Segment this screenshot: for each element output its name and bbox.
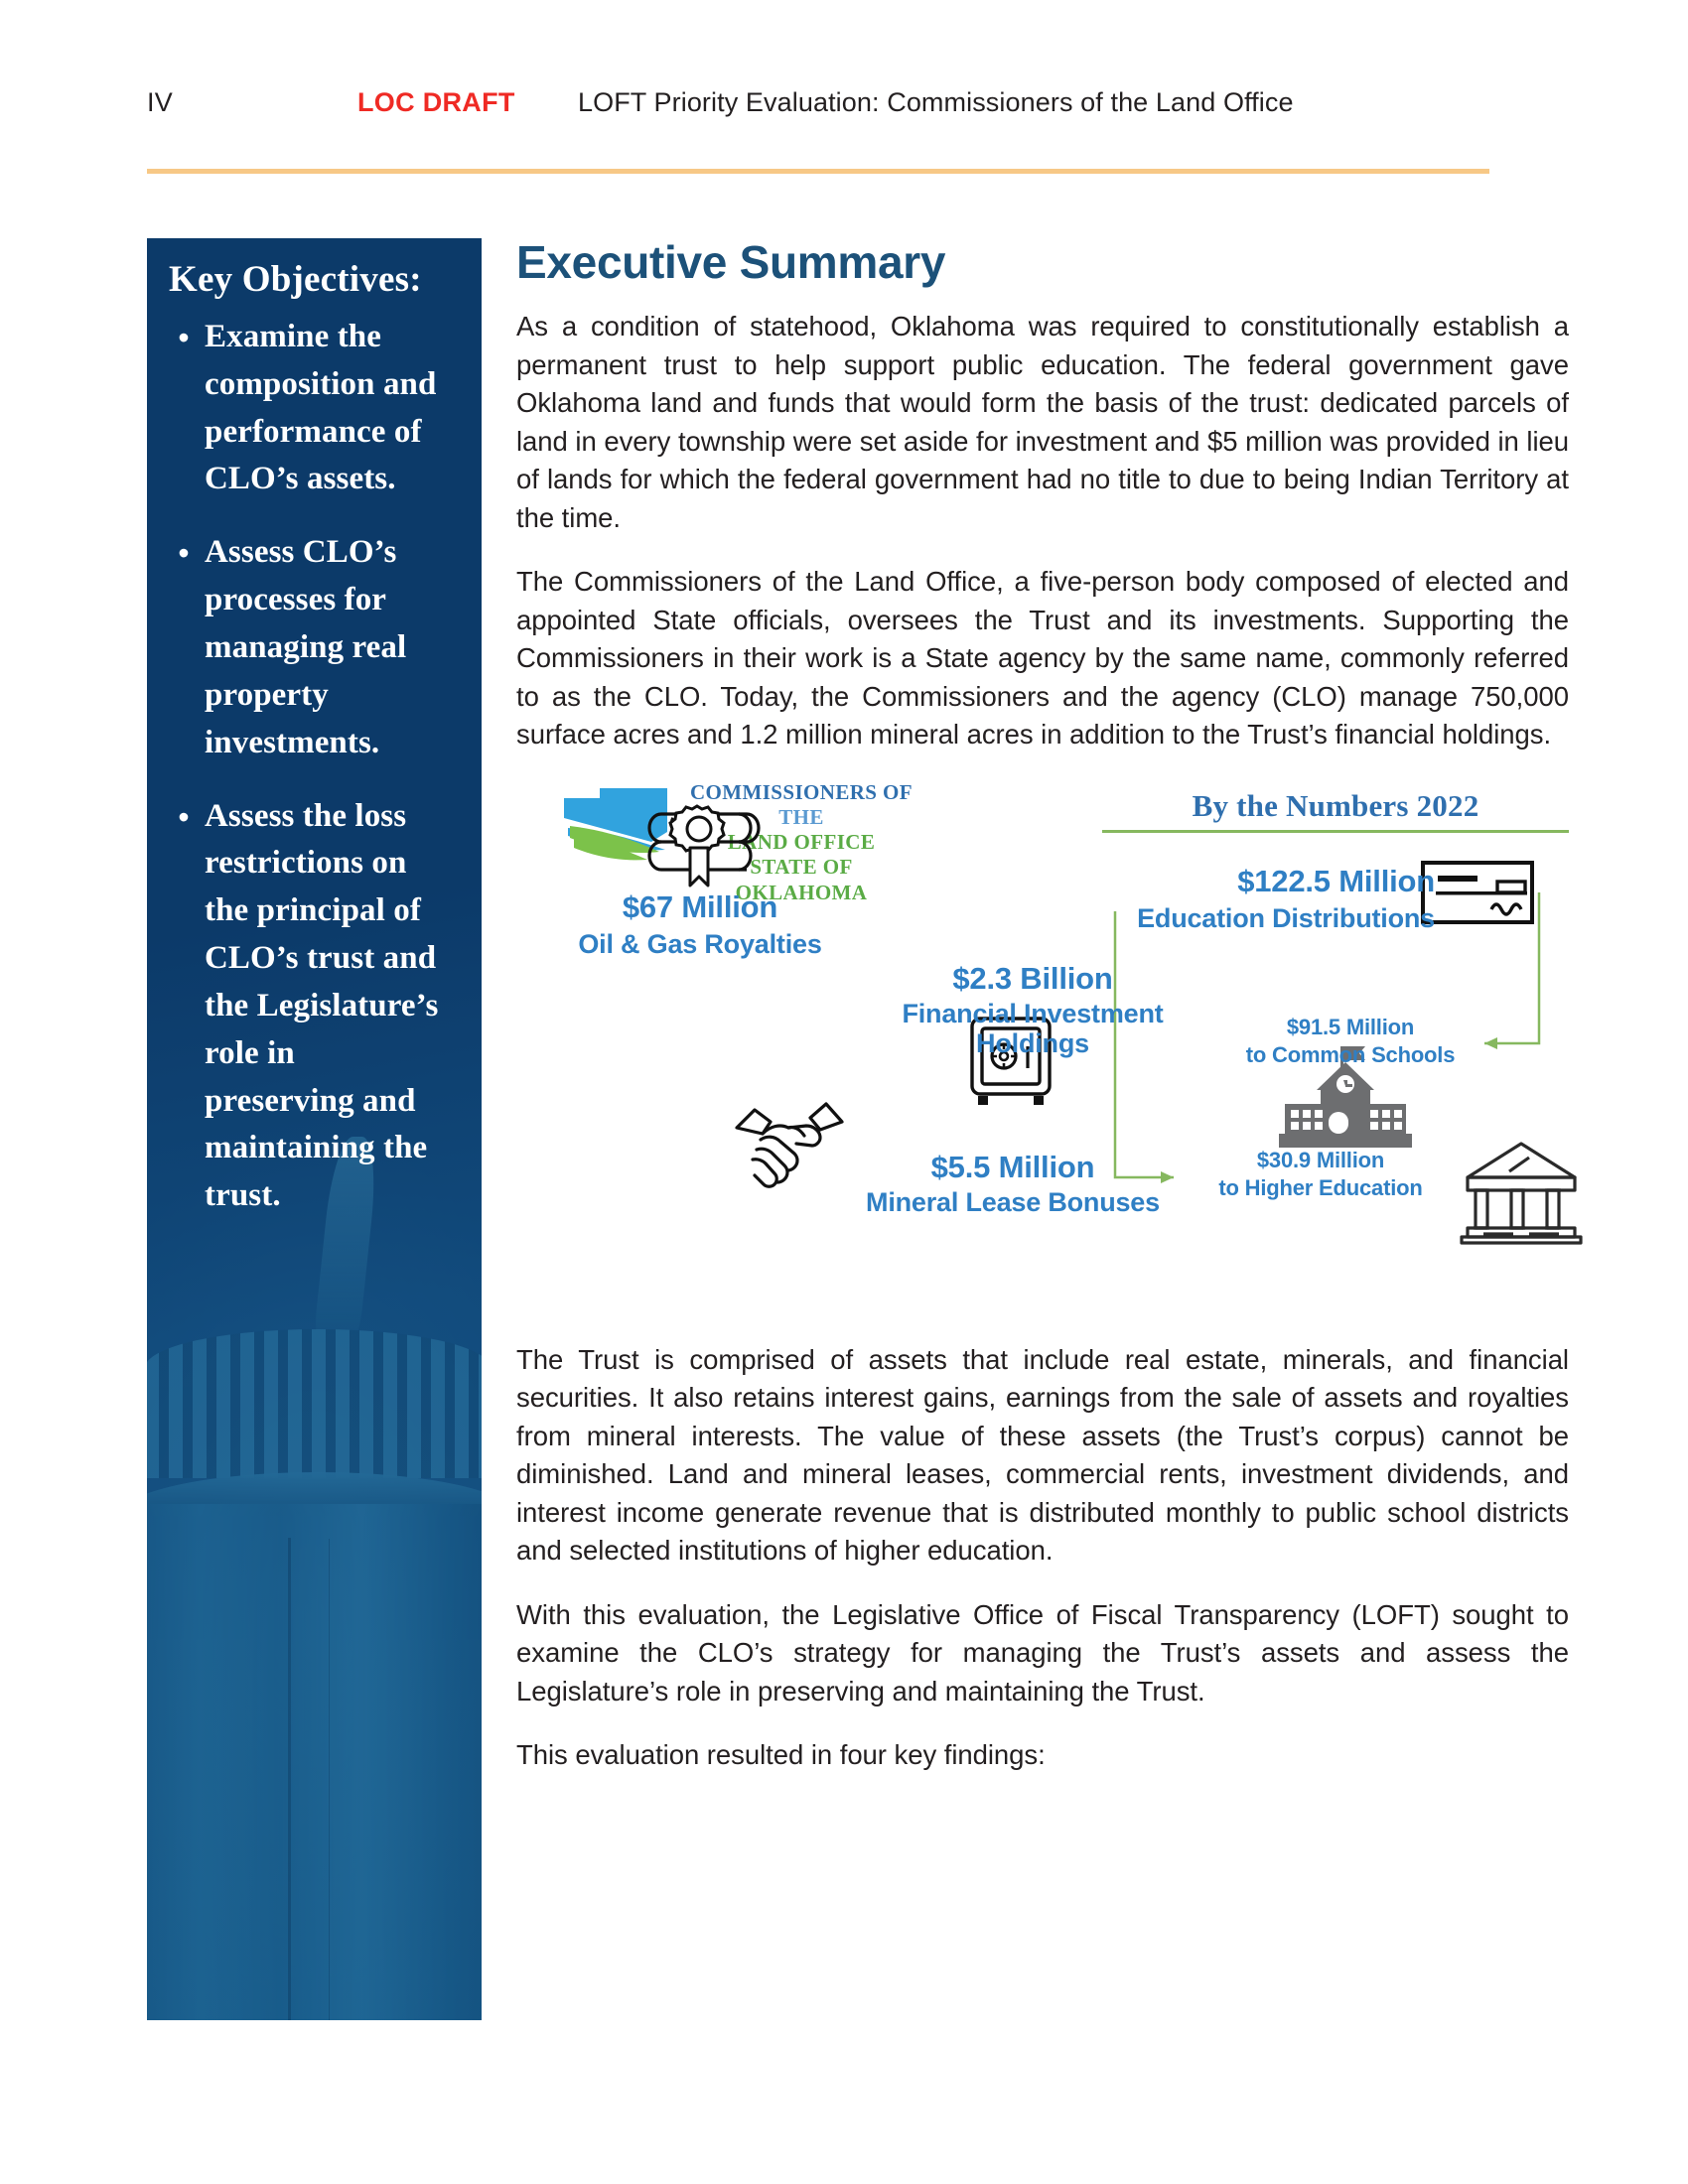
logo-line-2: THE bbox=[778, 804, 824, 829]
objective-text: Assess the loss restrictions on the principal of CLO’s trust and the Legislature’s role in preserving and maintaining the trust. bbox=[205, 797, 439, 1214]
logo-line-1: COMMISSIONERS OF bbox=[689, 779, 913, 804]
infographic-heading bbox=[1102, 788, 1569, 833]
by-the-numbers-infographic bbox=[516, 780, 1569, 1321]
stat-amount: $91.5 Million bbox=[1286, 1014, 1415, 1039]
infographic-heading-rule bbox=[1102, 830, 1569, 833]
list-item bbox=[163, 793, 464, 1221]
stat-amount: $67 Million bbox=[622, 888, 778, 924]
logo-line-3: LAND OFFICE bbox=[727, 830, 876, 855]
draft-stamp: LOC DRAFT bbox=[357, 87, 515, 117]
check-icon bbox=[1420, 860, 1535, 925]
bullet-icon: • bbox=[178, 535, 190, 572]
main-content bbox=[516, 238, 1569, 1775]
classical-building-icon bbox=[1460, 1138, 1583, 1249]
logo-line-4: STATE OF OKLAHOMA bbox=[735, 855, 868, 904]
stat-amount: $5.5 Million bbox=[930, 1149, 1095, 1184]
page-title: Executive Summary bbox=[516, 236, 946, 288]
stat-financial-holdings bbox=[869, 961, 1196, 1058]
paragraph: As a condition of statehood, Oklahoma was required to constitutionally establish a permanent trust to help support public education. The federal government gave Oklahoma land and funds that would form the basis of the trust: dedicated parcels of land in every township were set aside for investment and $5 million was provided in lieu of lands for which the federal government had no title to due to being Indian Territory at the time. bbox=[516, 311, 1569, 533]
objectives-list bbox=[163, 314, 464, 1220]
stat-amount: $30.9 Million bbox=[1256, 1147, 1385, 1172]
paragraph: The Commissioners of the Land Office, a five-person body composed of elected and appointed State officials, oversees the Trust and its investments. Supporting the Commissioners in their work is a State agency by the same name, commonly referred to as the CLO. Today, the Commissioners and the agency (CLO) manage 750,000 surface acres and 1.2 million mineral acres in addition to the Trust’s financial holdings. bbox=[516, 566, 1569, 751]
paragraph: The Trust is comprised of assets that include real estate, minerals, and financial securities. It also retains interest gains, earnings from the sale of assets and royalties from mineral interests. The value of these assets (the Trust’s corpus) cannot be diminished. Land and mineral leases, commercial rents, investment dividends, and interest income generate revenue that is distributed monthly to public school districts and selected institutions of higher education. bbox=[516, 1343, 1569, 1567]
bullet-icon: • bbox=[178, 798, 190, 835]
stat-label: Financial Investment Holdings bbox=[902, 998, 1164, 1059]
stat-mineral-lease-bonuses bbox=[844, 1150, 1182, 1218]
stat-amount: $122.5 Million bbox=[1237, 863, 1435, 898]
handshake-icon bbox=[731, 1096, 848, 1191]
key-objectives-sidebar bbox=[147, 238, 482, 2020]
list-item bbox=[163, 529, 464, 766]
stat-label: Mineral Lease Bonuses bbox=[866, 1186, 1160, 1217]
stat-amount: $2.3 Billion bbox=[952, 960, 1113, 996]
infographic-heading-text: By the Numbers 2022 bbox=[1192, 787, 1479, 823]
page-folio: IV bbox=[147, 87, 173, 117]
page-header bbox=[147, 87, 1489, 137]
paragraph: With this evaluation, the Legislative Office of Fiscal Transparency (LOFT) sought to examine the CLO’s strategy for managing the Trust’s assets and assess the Legislature’s role in preserving and maintaining the Trust. bbox=[516, 1598, 1569, 1706]
stat-education-distributions bbox=[1107, 864, 1435, 934]
scroll-certificate-icon bbox=[643, 798, 771, 889]
header-rule bbox=[147, 169, 1489, 174]
sidebar-title: Key Objectives: bbox=[169, 259, 422, 300]
stat-label: to Higher Education bbox=[1218, 1174, 1423, 1200]
stat-label: to Common Schools bbox=[1245, 1041, 1456, 1067]
stat-common-schools bbox=[1201, 1015, 1499, 1068]
stat-label: Education Distributions bbox=[1137, 902, 1435, 933]
running-title: LOFT Priority Evaluation: Commissioners of the Land Office bbox=[578, 87, 1294, 117]
stat-higher-education bbox=[1172, 1148, 1470, 1201]
objective-text: Assess CLO’s processes for managing real property investments. bbox=[205, 534, 407, 760]
paragraph: This evaluation resulted in four key findings: bbox=[516, 1739, 1046, 1771]
stat-label: Oil & Gas Royalties bbox=[578, 928, 822, 959]
bullet-icon: • bbox=[178, 319, 190, 355]
list-item bbox=[163, 314, 464, 503]
stat-oil-gas-royalties bbox=[536, 889, 864, 960]
objective-text: Examine the composition and performance of CLO’s assets. bbox=[205, 318, 437, 497]
